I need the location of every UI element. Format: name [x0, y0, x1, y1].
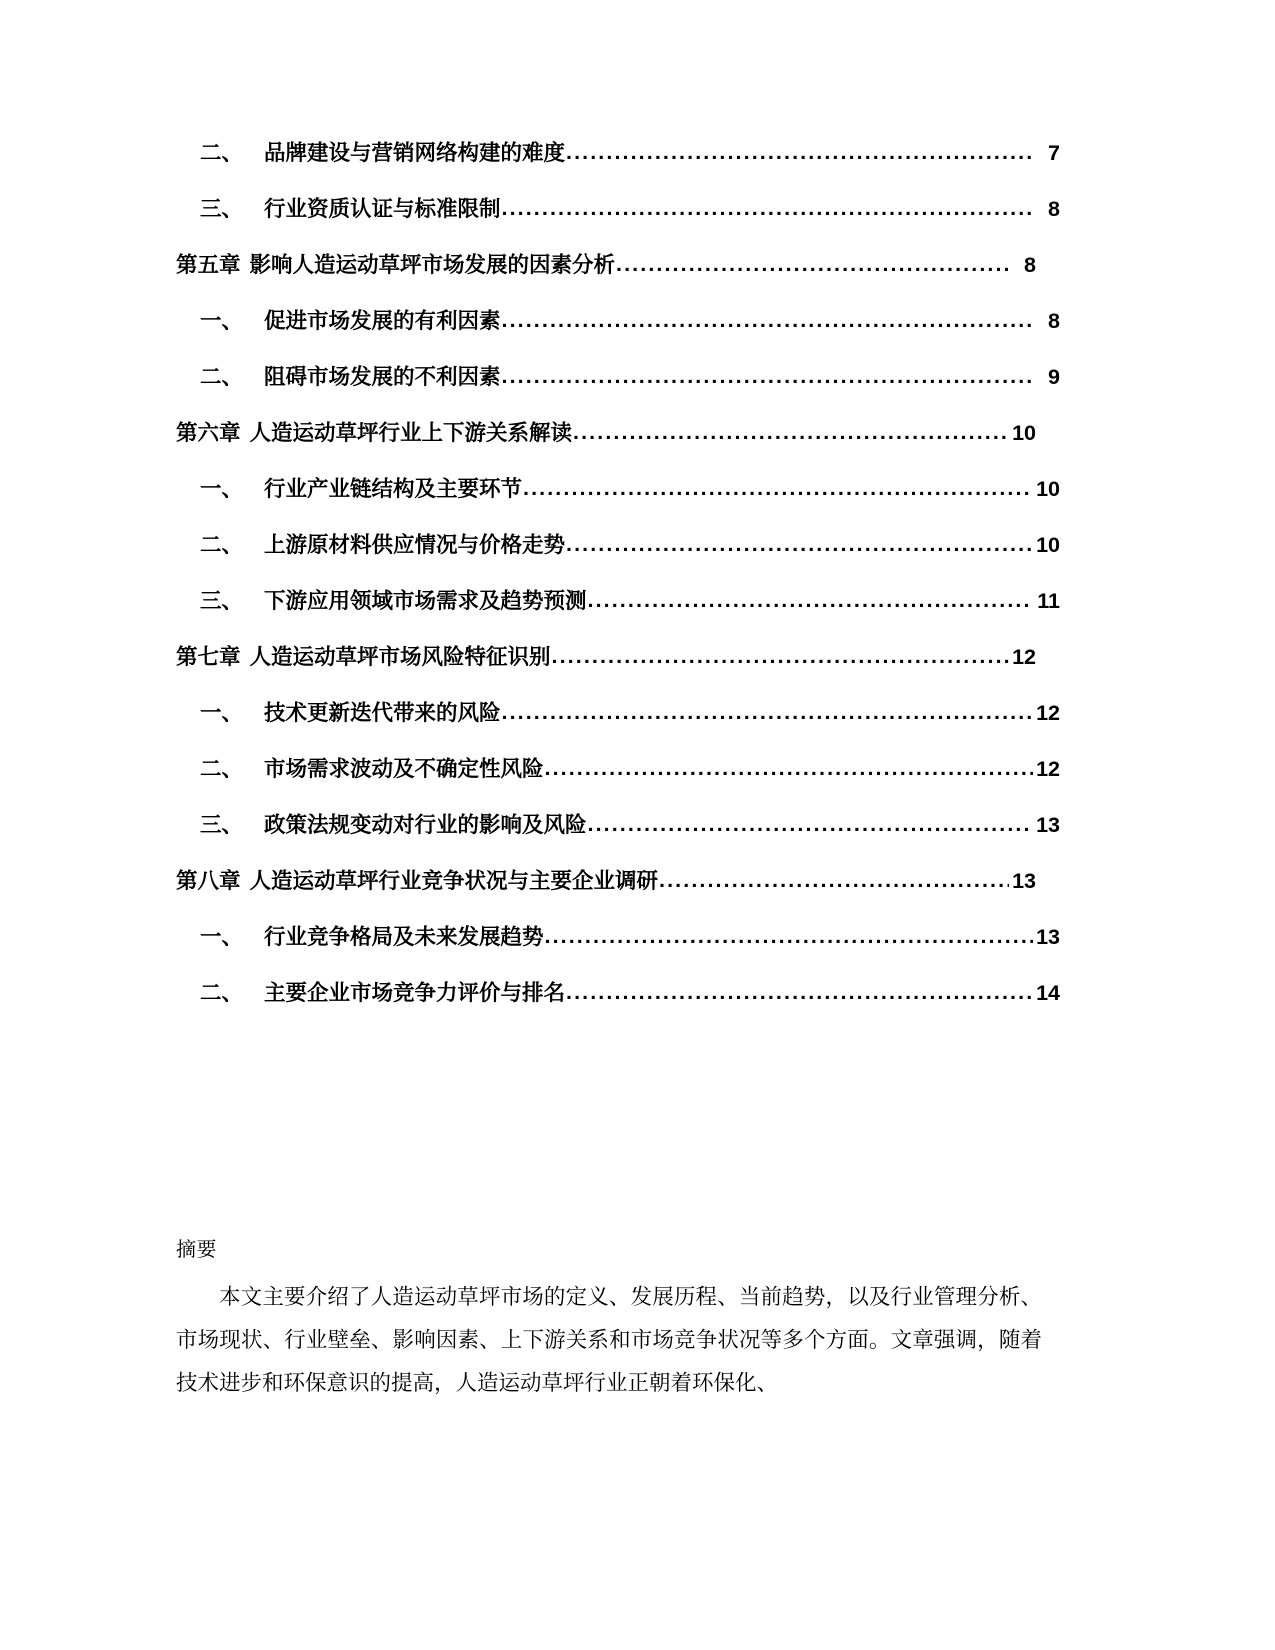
toc-entry[interactable] [176, 920, 1060, 976]
toc-entry-title: 影响人造运动草坪市场发展的因素分析 [249, 253, 616, 277]
toc-leader-dots [545, 759, 1033, 781]
toc-entry-page-number: 14 [1036, 981, 1060, 1005]
toc-entry-page-number: 7 [1048, 141, 1060, 165]
toc-leader-dots [573, 423, 1009, 445]
toc-entry-title: 行业资质认证与标准限制 [264, 197, 501, 221]
toc-entry[interactable] [176, 136, 1060, 192]
toc-entry-page-number: 10 [1036, 477, 1060, 501]
toc-entry-number: 三、 [200, 589, 244, 613]
toc-entry-number: 第七章 [176, 645, 241, 669]
toc-entry[interactable] [176, 752, 1060, 808]
toc-entry[interactable] [176, 360, 1060, 416]
toc-entry-page-number: 9 [1048, 365, 1060, 389]
toc-entry[interactable] [176, 808, 1060, 864]
toc-entry-number: 三、 [200, 813, 244, 837]
toc-entry[interactable] [176, 976, 1060, 1032]
toc-entry-title: 行业产业链结构及主要环节 [264, 477, 523, 501]
toc-entry-number: 二、 [200, 141, 244, 165]
toc-entry-title: 市场需求波动及不确定性风险 [264, 757, 544, 781]
toc-entry-page-number: 12 [1036, 701, 1060, 725]
toc-entry-title: 政策法规变动对行业的影响及风险 [264, 813, 587, 837]
toc-leader-dots [566, 535, 1033, 557]
toc-entry[interactable] [176, 248, 1036, 304]
toc-entry-number: 二、 [200, 365, 244, 389]
toc-leader-dots [616, 255, 1009, 277]
table-of-contents [176, 136, 1060, 1032]
toc-entry-number: 三、 [200, 197, 244, 221]
toc-entry[interactable] [176, 528, 1060, 584]
toc-entry-title: 促进市场发展的有利因素 [264, 309, 501, 333]
abstract-section [176, 1240, 1042, 1405]
toc-entry[interactable] [176, 584, 1060, 640]
toc-entry-page-number: 8 [1048, 197, 1060, 221]
toc-leader-dots [659, 871, 1009, 893]
toc-entry-page-number: 10 [1012, 421, 1036, 445]
toc-leader-dots [566, 983, 1033, 1005]
toc-leader-dots [523, 479, 1033, 501]
toc-entry[interactable] [176, 864, 1036, 920]
toc-leader-dots [552, 647, 1009, 669]
toc-entry-title: 品牌建设与营销网络构建的难度 [264, 141, 566, 165]
toc-leader-dots [502, 703, 1033, 725]
toc-entry-number: 一、 [200, 925, 244, 949]
toc-entry-number: 第六章 [176, 421, 241, 445]
toc-entry-title: 行业竞争格局及未来发展趋势 [264, 925, 544, 949]
toc-entry-title: 上游原材料供应情况与价格走势 [264, 533, 566, 557]
toc-container [176, 136, 1060, 1032]
toc-entry-number: 一、 [200, 309, 244, 333]
toc-entry-title: 技术更新迭代带来的风险 [264, 701, 501, 725]
toc-entry-title: 主要企业市场竞争力评价与排名 [264, 981, 566, 1005]
toc-leader-dots [566, 143, 1033, 165]
toc-entry-number: 第五章 [176, 253, 241, 277]
toc-entry-page-number: 13 [1036, 925, 1060, 949]
toc-entry[interactable] [176, 416, 1036, 472]
toc-leader-dots [588, 591, 1033, 613]
toc-entry[interactable] [176, 696, 1060, 752]
toc-entry-number: 一、 [200, 477, 244, 501]
toc-leader-dots [502, 199, 1033, 221]
toc-entry-page-number: 13 [1012, 869, 1036, 893]
toc-entry[interactable] [176, 192, 1060, 248]
toc-entry-title: 下游应用领域市场需求及趋势预测 [264, 589, 587, 613]
toc-entry-page-number: 12 [1036, 757, 1060, 781]
toc-leader-dots [545, 927, 1033, 949]
toc-entry-page-number: 8 [1024, 253, 1036, 277]
toc-entry[interactable] [176, 304, 1060, 360]
toc-entry-number: 二、 [200, 533, 244, 557]
toc-entry-number: 二、 [200, 981, 244, 1005]
toc-entry-page-number: 12 [1012, 645, 1036, 669]
toc-leader-dots [502, 311, 1033, 333]
toc-entry-page-number: 10 [1036, 533, 1060, 557]
toc-entry-title: 人造运动草坪行业竞争状况与主要企业调研 [249, 869, 659, 893]
toc-entry-page-number: 13 [1036, 813, 1060, 837]
toc-entry-number: 第八章 [176, 869, 241, 893]
abstract-heading: 摘要 [176, 1239, 217, 1261]
toc-leader-dots [588, 815, 1033, 837]
toc-leader-dots [502, 367, 1033, 389]
toc-entry-page-number: 8 [1048, 309, 1060, 333]
toc-entry-page-number: 11 [1037, 589, 1060, 613]
toc-entry[interactable] [176, 640, 1036, 696]
toc-entry-number: 二、 [200, 757, 244, 781]
toc-entry-title: 人造运动草坪市场风险特征识别 [249, 645, 551, 669]
abstract-body: 本文主要介绍了人造运动草坪市场的定义、发展历程、当前趋势，以及行业管理分析、市场现状、行业壁垒、影响因素、上下游关系和市场竞争状况等多个方面。文章强调，随着技术进步和环保意识的提高，人造运动草坪行业正朝着环保化、 [176, 1285, 1042, 1395]
toc-entry-title: 阻碍市场发展的不利因素 [264, 365, 501, 389]
toc-entry[interactable] [176, 472, 1060, 528]
toc-entry-number: 一、 [200, 701, 244, 725]
toc-entry-title: 人造运动草坪行业上下游关系解读 [249, 421, 573, 445]
